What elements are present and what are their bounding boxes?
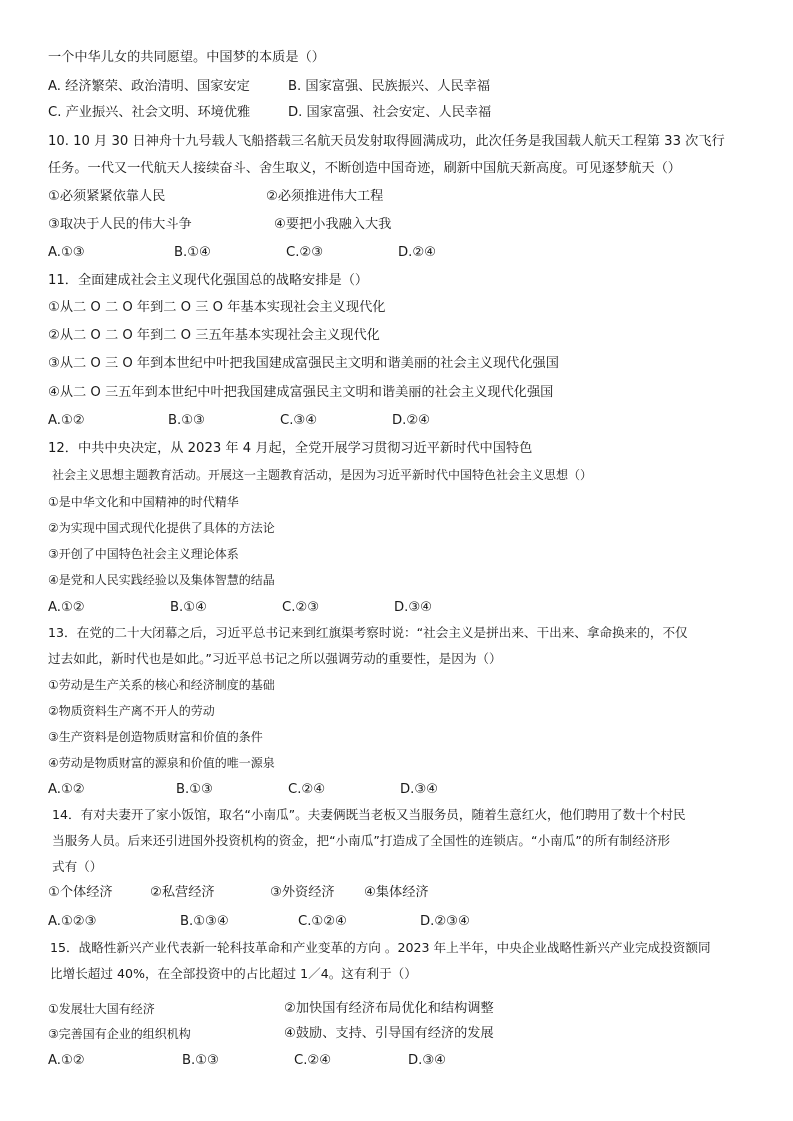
q10-option-c: C.②③ [286, 245, 324, 260]
q15-stem-line2: 比增长超过 40%，在全部投资中的占比超过 1／4。这有利于（） [50, 966, 417, 981]
q14-item-4: ④集体经济 [364, 885, 429, 900]
q15-item-3: ③完善国有企业的组织机构 [48, 1027, 191, 1041]
q13-item-4: ④劳动是物质财富的源泉和价值的唯一源泉 [48, 756, 275, 770]
q11-stem: 11．全面建成社会主义现代化强国总的战略安排是（） [48, 273, 369, 288]
q10-option-d: D.②④ [398, 245, 436, 260]
q11-option-c: C.③④ [280, 413, 318, 428]
q12-item-1: ①是中华文化和中国精神的时代精华 [48, 495, 239, 509]
q12-stem-line1: 12．中共中央决定，从 2023 年 4 月起，全党开展学习贯彻习近平新时代中国特色 [48, 441, 533, 456]
q10-item-3: ③取决于人民的伟大斗争 [48, 217, 192, 232]
q13-stem-line1: 13．在党的二十大闭幕之后，习近平总书记来到红旗渠考察时说：“社会主义是拼出来、干出来、拿命换来的，不仅 [48, 625, 688, 640]
q14-item-1: ①个体经济 [48, 885, 113, 900]
q14-option-d: D.②③④ [420, 914, 470, 929]
q14-item-2: ②私营经济 [150, 885, 215, 900]
q10-stem-line2: 任务。一代又一代航天人接续奋斗、舍生取义，不断创造中国奇迹，刷新中国航天新高度。可见逐梦航天（） [48, 161, 681, 176]
q15-option-d: D.③④ [408, 1053, 446, 1068]
q9-stem-tail: 一个中华儿女的共同愿望。中国梦的本质是（） [48, 50, 325, 65]
q11-item-4: ④从二 O 三五年到本世纪中叶把我国建成富强民主文明和谐美丽的社会主义现代化强国 [48, 385, 554, 400]
q9-option-c: C. 产业振兴、社会文明、环境优雅 [48, 105, 251, 120]
q15-option-a: A.①② [48, 1053, 85, 1068]
q12-option-a: A.①② [48, 600, 85, 615]
q12-stem-line2: 社会主义思想主题教育活动。开展这一主题教育活动，是因为习近平新时代中国特色社会主义思想（） [52, 468, 593, 482]
q12-option-c: C.②③ [282, 600, 320, 615]
q13-option-c: C.②④ [288, 782, 326, 797]
q13-item-1: ①劳动是生产关系的核心和经济制度的基础 [48, 678, 275, 692]
q15-option-c: C.②④ [294, 1053, 332, 1068]
q14-item-3: ③外资经济 [270, 885, 335, 900]
q12-item-3: ③开创了中国特色社会主义理论体系 [48, 547, 239, 561]
q15-stem-line1: 15．战略性新兴产业代表新一轮科技革命和产业变革的方向 。2023 年上半年，中央企业战略性新兴产业完成投资额同 [50, 940, 711, 955]
q13-item-3: ③生产资料是创造物质财富和价值的条件 [48, 730, 263, 744]
q13-stem-line2: 过去如此，新时代也是如此。”习近平总书记之所以强调劳动的重要性，是因为（） [48, 651, 502, 666]
q14-option-b: B.①③④ [180, 914, 229, 929]
q15-option-b: B.①③ [182, 1053, 219, 1068]
q12-option-b: B.①④ [170, 600, 207, 615]
q11-option-a: A.①② [48, 413, 85, 428]
q13-item-2: ②物质资料生产离不开人的劳动 [48, 704, 215, 718]
q13-option-b: B.①③ [176, 782, 213, 797]
q12-option-d: D.③④ [394, 600, 432, 615]
q9-option-b: B. 国家富强、民族振兴、人民幸福 [288, 79, 491, 94]
q14-stem-line3: 式有（） [52, 859, 103, 874]
q13-option-a: A.①② [48, 782, 85, 797]
q10-option-a: A.①③ [48, 245, 85, 260]
q14-option-c: C.①②④ [298, 914, 347, 929]
q14-option-a: A.①②③ [48, 914, 97, 929]
q12-item-2: ②为实现中国式现代化提供了具体的方法论 [48, 521, 275, 535]
q9-option-d: D. 国家富强、社会安定、人民幸福 [288, 105, 492, 120]
q11-item-1: ①从二 O 二 O 年到二 O 三 O 年基本实现社会主义现代化 [48, 300, 386, 315]
q11-option-d: D.②④ [392, 413, 430, 428]
q13-option-d: D.③④ [400, 782, 438, 797]
q10-stem-line1: 10. 10 月 30 日神舟十九号载人飞船搭载三名航天员发射取得圆满成功，此次任务是我国载人航天工程第 33 次飞行 [48, 134, 725, 149]
q14-stem-line1: 14．有对夫妻开了家小饭馆，取名“小南瓜”。夫妻俩既当老板又当服务员，随着生意红火，他们聘用了数十个村民 [52, 807, 686, 822]
q11-item-3: ③从二 O 三 O 年到本世纪中叶把我国建成富强民主文明和谐美丽的社会主义现代化强国 [48, 356, 559, 371]
q14-stem-line2: 当服务人员。后来还引进国外投资机构的资金，把“小南瓜”打造成了全国性的连锁店。“小南瓜”的所有制经济形 [52, 833, 671, 848]
q10-item-1: ①必须紧紧依靠人民 [48, 189, 166, 204]
q10-option-b: B.①④ [174, 245, 211, 260]
q12-item-4: ④是党和人民实践经验以及集体智慧的结晶 [48, 573, 275, 587]
q10-item-4: ④要把小我融入大我 [274, 217, 392, 232]
q9-option-a: A. 经济繁荣、政治清明、国家安定 [48, 79, 250, 94]
q11-item-2: ②从二 O 二 O 年到二 O 三五年基本实现社会主义现代化 [48, 328, 380, 343]
q15-item-2: ②加快国有经济布局优化和结构调整 [284, 1001, 494, 1016]
q15-item-1: ①发展壮大国有经济 [48, 1002, 155, 1016]
q11-option-b: B.①③ [168, 413, 205, 428]
q15-item-4: ④鼓励、支持、引导国有经济的发展 [284, 1026, 494, 1041]
q10-item-2: ②必须推进伟大工程 [266, 189, 384, 204]
